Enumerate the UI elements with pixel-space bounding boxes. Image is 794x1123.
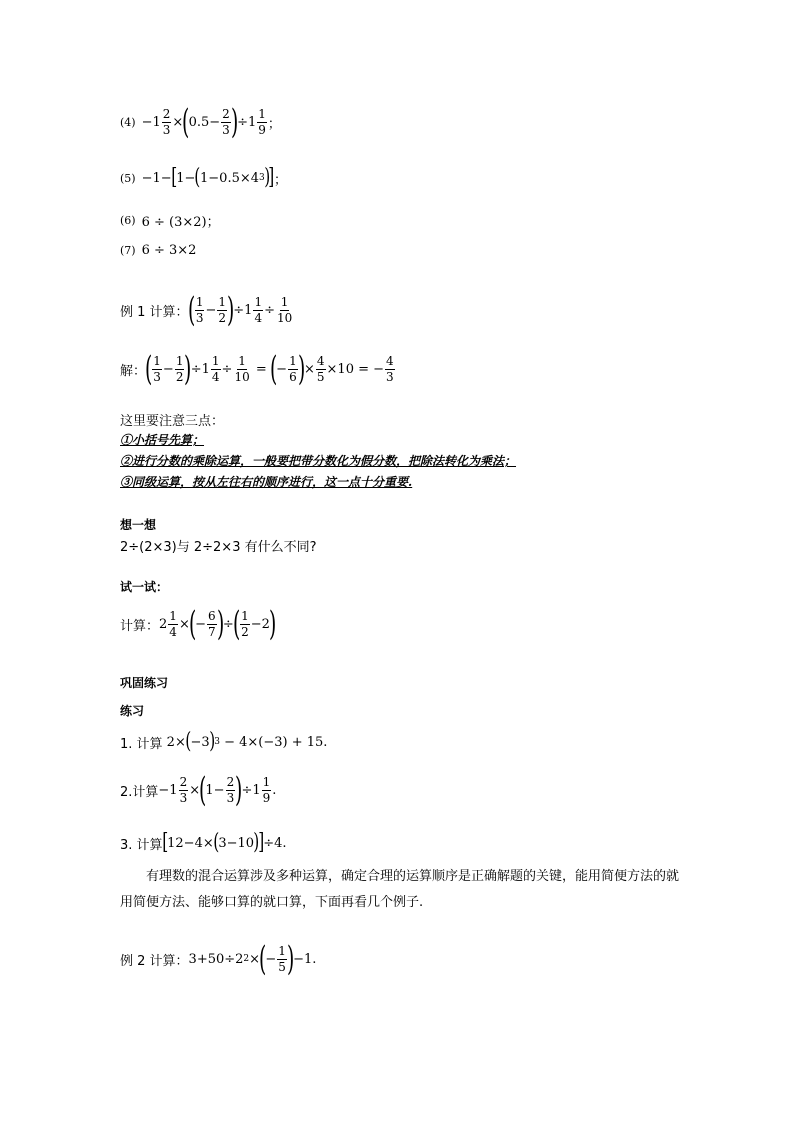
note-2 — [120, 452, 516, 469]
body-paragraph: 有理数的混合运算涉及多种运算，确定合理的运算顺序是正确解题的关键，能用简便方法的就用简便方法、能够口算的就口算，下面再看几个例子. — [120, 869, 680, 910]
note-1 — [120, 431, 204, 448]
try-label: 计算： — [120, 618, 160, 634]
try-expression: 2 $\frac{1}{4}$ × ( − $\frac{6}{7}$ ) ÷ ( $\frac{1}{2}$ −2 ) — [159, 604, 277, 644]
problem-6 — [120, 211, 220, 230]
problem-7-expression: 6 ÷ 3×2 — [141, 243, 197, 258]
problem-4 — [120, 102, 281, 142]
problem-5 — [120, 167, 287, 189]
think-title: 想一想 — [120, 518, 157, 532]
problem-4-expression: −1 $\frac{2}{3}$ × ( 0.5− $\frac{2}{3}$ ) ÷1 $\frac{1}{9}$ ； — [141, 102, 281, 142]
practice-section-title: 巩固练习 — [120, 676, 169, 690]
practice-2-label: 2.计算 — [120, 784, 159, 800]
practice-3-expression: [ 12−4× ( 3−10 ) ] ÷4. — [161, 830, 287, 855]
think-text: 2÷(2×3)与 2÷2×3 有什么不同? — [120, 540, 317, 555]
practice-2 — [120, 770, 277, 810]
try-title: 试一试： — [120, 580, 169, 594]
notes-title: 这里要注意三点： — [120, 414, 225, 429]
note-3-text: ③同级运算，按从左往右的顺序进行，这一点十分重要. — [120, 475, 413, 489]
note-3 — [120, 473, 412, 490]
problem-5-label: (5) — [120, 171, 136, 185]
solution-expression: ( $\frac{1}{3}$ − $\frac{1}{2}$ ) ÷1 $\frac{1}{4}$ ÷ $\frac{1}{10}$ = ( − $\frac{1}{6}$ ) × $\frac{4}{5}$ ×10 = − $\frac{4}{3}$ — [145, 349, 394, 389]
problem-7 — [120, 243, 196, 258]
example-1 — [120, 290, 294, 330]
practice-1 — [120, 731, 327, 753]
note-2-text: ②进行分数的乘除运算，一般要把带分数化为假分数，把除法转化为乘法； — [120, 454, 517, 468]
practice-1-expression: 2× ( −3 ) 3 − 4×(−3) + 15. — [162, 729, 328, 754]
solution-label: 解： — [120, 363, 147, 379]
practice-sub-title: 练习 — [120, 704, 145, 718]
practice-1-label: 1. 计算 — [120, 736, 163, 752]
note-1-text: ①小括号先算； — [120, 433, 205, 447]
example-2 — [120, 939, 317, 979]
try-problem — [120, 604, 277, 644]
example-1-label: 例 1 计算： — [120, 304, 189, 320]
practice-3 — [120, 832, 287, 854]
practice-2-expression: −1 $\frac{2}{3}$ × ( 1− $\frac{2}{3}$ ) ÷1 $\frac{1}{9}$ . — [158, 770, 277, 810]
example-2-expression: 3+50÷2 2 × ( − $\frac{1}{5}$ ) −1. — [188, 939, 317, 979]
example-1-solution — [120, 349, 396, 389]
example-1-expression: ( $\frac{1}{3}$ − $\frac{1}{2}$ ) ÷1 $\frac{1}{4}$ ÷ $\frac{1}{10}$ — [187, 290, 293, 330]
problem-6-expression: 6 ÷ (3×2)； — [141, 215, 220, 230]
example-2-label: 例 2 计算： — [120, 953, 189, 969]
problem-4-label: (4) — [120, 115, 136, 129]
practice-3-label: 3. 计算 — [120, 837, 163, 853]
problem-5-expression: −1− [ 1− ( 1−0.5×4 3 ) ] ； — [141, 165, 287, 190]
problem-6-label: (6) — [120, 214, 136, 227]
problem-7-label: (7) — [120, 244, 136, 257]
